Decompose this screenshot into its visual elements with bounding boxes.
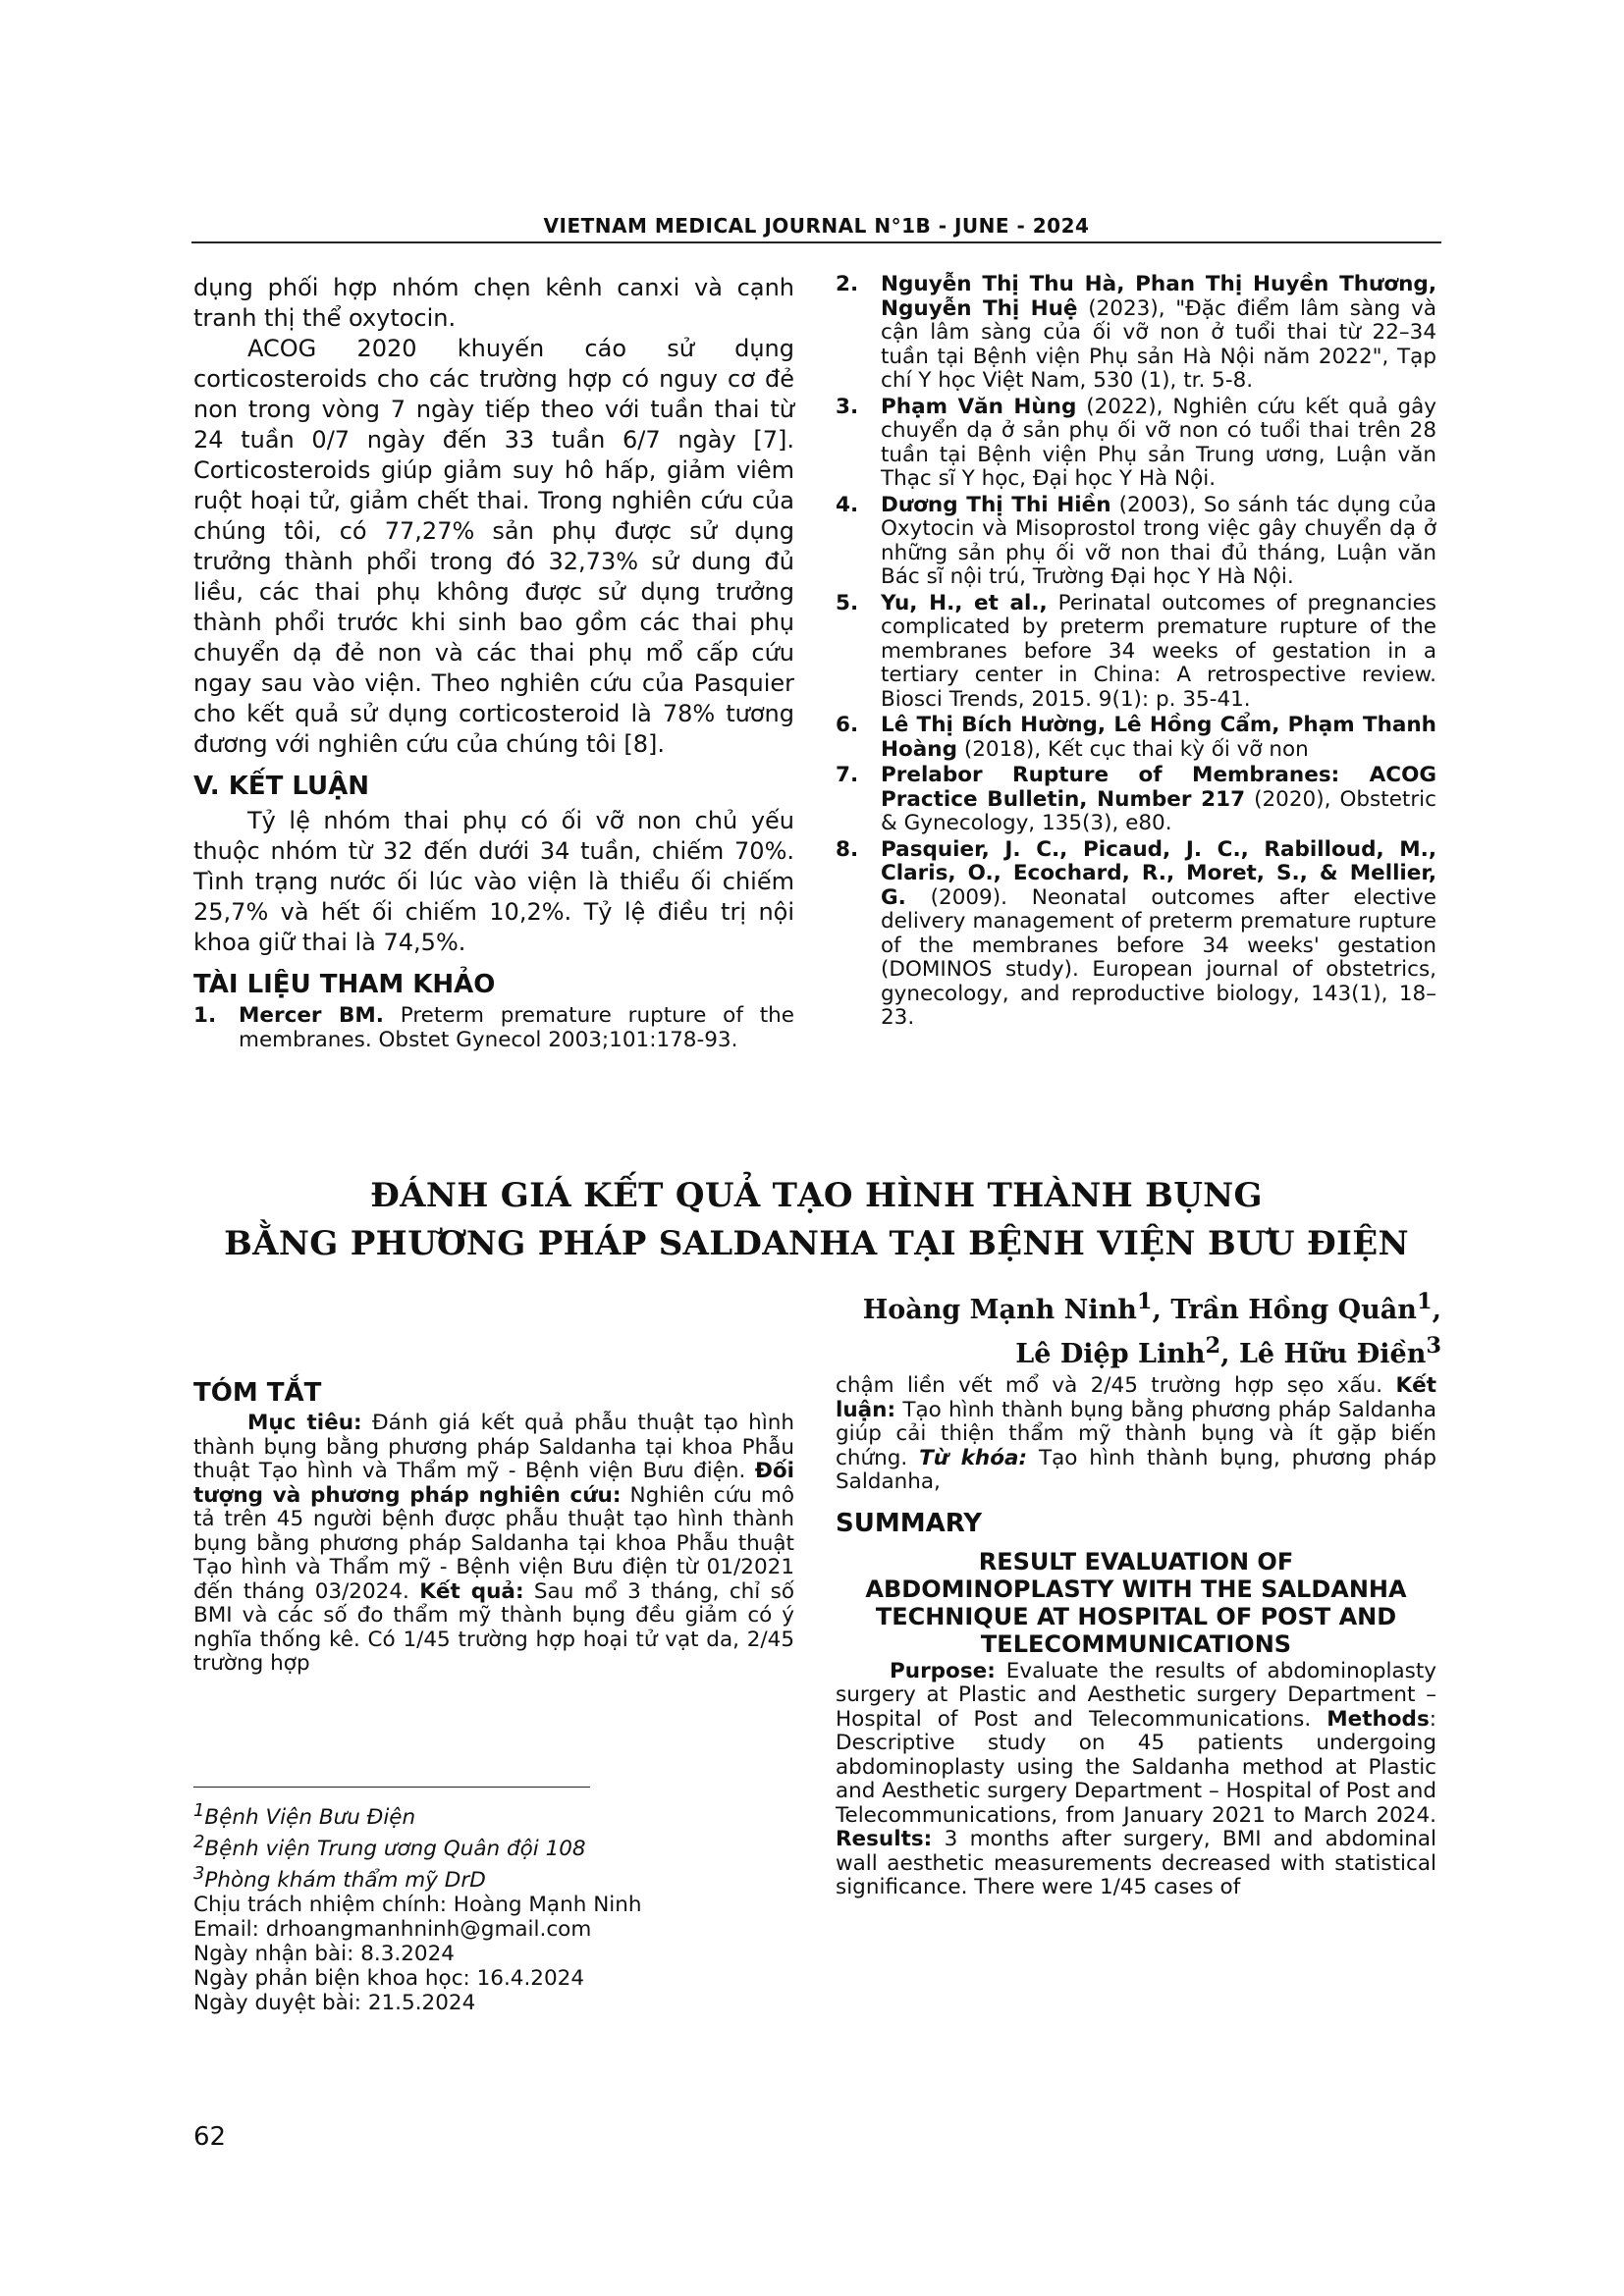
abstract-continuation <box>836 1374 1436 1495</box>
page-number: 62 <box>193 2122 227 2152</box>
text-keywords: Tạo hình thành bụng, phương pháp Saldanha, <box>836 1445 1436 1494</box>
text-purpose: Evaluate the results of abdominoplasty surgery at Plastic and Aesthetic surgery Department – Hospital of Post and Telecommunications. <box>836 1658 1436 1732</box>
reference-item <box>836 273 1436 394</box>
conclusion-heading: V. KẾT LUẬN <box>193 772 370 801</box>
text-conclusion: Tạo hình thành bụng bằng phương pháp Saldanha giúp cải thiện thẩm mỹ thành bụng và ít gặp biến chứng. <box>836 1397 1436 1470</box>
abstract-heading: TÓM TẮT <box>193 1378 322 1408</box>
footnotes <box>193 1798 783 2015</box>
right-column-references <box>836 273 1436 1033</box>
affiliation-3 <box>193 1861 783 1893</box>
ref-text: Preterm premature rupture of the membranes. Obstet Gynecol 2003;101:178-93. <box>239 1003 794 1052</box>
ref-authors: Nguyễn Thị Thu Hà, Phan Thị Huyền Thương, Nguyễn Thị Huệ <box>881 272 1436 321</box>
corresponding-author: Chịu trách nhiệm chính: Hoàng Mạnh Ninh <box>193 1893 642 1918</box>
ref-authors: Lê Thị Bích Hường, Lê Hồng Cẩm, Phạm Thanh Hoàng <box>881 713 1436 762</box>
ref-authors: Mercer BM. <box>239 1003 384 1028</box>
left-column-top <box>193 273 794 1054</box>
summary-heading: SUMMARY <box>836 1508 983 1538</box>
label-keywords: Từ khóa: <box>919 1445 1028 1470</box>
authors <box>863 1284 1441 1372</box>
author-sup: 1 <box>1416 1289 1433 1314</box>
summary-title-line: TELECOMMUNICATIONS <box>980 1629 1292 1658</box>
abstract-right-column <box>836 1374 1436 1900</box>
ref-text: (2020), Obstetric & Gynecology, 135(3), e80. <box>881 786 1436 835</box>
author-name: , Trần Hồng Quân <box>1152 1295 1417 1325</box>
header-rule <box>191 241 1441 243</box>
text-methods: Nghiên cứu mô tả trên 45 người bệnh được phẫu thuật tạo hình thành bụng bằng phương pháp Saldanha tại khoa Phẫu thuật Tạo hình và Thẩm mỹ - Bệnh viện Bưu điện từ 01/2021 đến tháng 03/2024. <box>193 1482 795 1604</box>
ref-num: 1. <box>193 1003 217 1028</box>
authors-line-2 <box>863 1328 1441 1372</box>
author-sep: , <box>1432 1295 1441 1325</box>
summary-title-line: RESULT EVALUATION OF <box>978 1547 1294 1575</box>
ref-text: Perinatal outcomes of pregnancies complicated by preterm premature rupture of the membranes before 34 weeks of gestation in a tertiary center in China: A retrospective review. Biosci Trends, 2015. 9(1): p. 35-41. <box>881 590 1436 712</box>
text-results-cont: chậm liền vết mổ và 2/45 trường hợp sẹo xấu. <box>836 1373 1396 1398</box>
author-name: Lê Diệp Linh <box>1015 1339 1206 1369</box>
reference-item <box>836 714 1436 762</box>
text-results-en: 3 months after surgery, BMI and abdominal wall aesthetic measurements decreased with statistical significance. There were 1/45 cases of <box>836 1827 1436 1899</box>
email: Email: drhoangmanhninh@gmail.com <box>193 1917 592 1943</box>
ref-text: (2009). Neonatal outcomes after elective delivery management of preterm premature rupture of the membranes before 34 weeks' gestation (DOMINOS study). European journal of obstetrics, gynecology, and reproductive biology, 143(1), 18–23. <box>881 884 1436 1030</box>
reference-item <box>836 838 1436 1031</box>
author-sup: 1 <box>1136 1289 1153 1314</box>
aff-sup: 3 <box>193 1863 205 1885</box>
ref-text: (2003), So sánh tác dụng của Oxytocin và Misoprostol trong việc gây chuyển dạ ở những sản phụ ối vỡ non thai đủ tháng, Luận văn Bác sĩ nội trú, Trường Đại học Y Hà Nội. <box>881 492 1437 589</box>
ref-authors: Pasquier, J. C., Picaud, J. C., Rabilloud, M., Claris, O., Ecochard, R., Moret, S., & Mellier, G. <box>881 836 1436 910</box>
abstract-vi <box>193 1378 794 1677</box>
received-date: Ngày nhận bài: 8.3.2024 <box>193 1942 455 1967</box>
text-methods-en: : Descriptive study on 45 patients undergoing abdominoplasty using the Saldanha method at Plastic and Aesthetic surgery Department – Hospital of Post and Telecommunications, from January 2021 to March 2024. <box>836 1706 1436 1828</box>
ref-authors: Phạm Văn Hùng <box>881 394 1077 419</box>
label-purpose: Purpose: <box>890 1658 996 1683</box>
ref-num: 5. <box>836 590 859 615</box>
ref-num: 2. <box>836 272 859 296</box>
aff-text: Phòng khám thẩm mỹ DrD <box>204 1868 486 1894</box>
aff-sup: 2 <box>193 1832 205 1853</box>
text-objective: Đánh giá kết quả phẫu thuật tạo hình thành bụng bằng phương pháp Saldanha tại khoa Phẫu thuật Tạo hình và Thẩm mỹ - Bệnh viện Bưu điện. <box>193 1411 794 1483</box>
accepted-date: Ngày duyệt bài: 21.5.2024 <box>193 1991 476 2016</box>
paragraph: dụng phối hợp nhóm chẹn kênh canxi và cạnh tranh thị thể oxytocin. <box>193 274 794 332</box>
abstract-text <box>193 1412 794 1677</box>
reference-item <box>836 592 1436 713</box>
footnote-rule <box>193 1787 590 1788</box>
ref-text: (2018), Kết cục thai kỳ ối vỡ non <box>956 736 1309 762</box>
label-methods-en: Methods <box>1326 1706 1430 1732</box>
author-name: , Lê Hữu Điền <box>1220 1339 1427 1369</box>
references-heading: TÀI LIỆU THAM KHẢO <box>193 970 496 999</box>
review-date: Ngày phản biện khoa học: 16.4.2024 <box>193 1966 585 1992</box>
label-results-en: Results: <box>836 1827 933 1851</box>
article-title-line1: ĐÁNH GIÁ KẾT QUẢ TẠO HÌNH THÀNH BỤNG <box>370 1176 1263 1215</box>
author-sup: 3 <box>1426 1333 1441 1359</box>
summary-title-line: TECHNIQUE AT HOSPITAL OF POST AND <box>875 1602 1397 1630</box>
ref-authors: Yu, H., et al., <box>881 590 1048 615</box>
label-results: Kết quả: <box>419 1578 524 1604</box>
ref-num: 4. <box>836 492 859 517</box>
ref-authors: Dương Thị Thi Hiền <box>881 492 1111 517</box>
reference-item <box>193 1004 794 1052</box>
label-objective: Mục tiêu: <box>247 1411 362 1435</box>
affiliation-1 <box>193 1798 783 1830</box>
ref-authors: Prelabor Rupture of Membranes: ACOG Practice Bulletin, Number 217 <box>881 763 1436 812</box>
label-conclusion: Kết luận: <box>836 1373 1436 1422</box>
text-results: Sau mổ 3 tháng, chỉ số BMI và các số đo thẩm mỹ thành bụng đều giảm có ý nghĩa thống kê. Có 1/45 trường hợp hoại tử vạt da, 2/45 trường hợp <box>193 1578 794 1676</box>
authors-line-1 <box>863 1284 1441 1328</box>
reference-item <box>836 494 1436 590</box>
article-title-line2: BẰNG PHƯƠNG PHÁP SALDANHA TẠI BỆNH VIỆN BƯU ĐIỆN <box>224 1224 1409 1263</box>
aff-text: Bệnh viện Trung ương Quân đội 108 <box>204 1837 586 1862</box>
ref-num: 6. <box>836 713 859 737</box>
author-sup: 2 <box>1205 1333 1221 1359</box>
ref-text: (2023), "Đặc điểm lâm sàng và cận lâm sàng của ối vỡ non ở tuổi thai từ 22–34 tuần tại Bệnh viện Phụ sản Hà Nội năm 2022", Tạp chí Y học Việt Nam, 530 (1), tr. 5-8. <box>881 295 1436 393</box>
conclusion-text: Tỷ lệ nhóm thai phụ có ối vỡ non chủ yếu thuộc nhóm từ 32 đến dưới 34 tuần, chiếm 70%. Tình trạng nước ối lúc vào viện là thiểu ối chiếm 25,7% và hết ối chiếm 10,2%. Tỷ lệ điều trị nội khoa giữ thai là 74,5%. <box>193 807 794 956</box>
aff-text: Bệnh Viện Bưu Điện <box>204 1805 416 1831</box>
ref-num: 3. <box>836 394 859 419</box>
aff-sup: 1 <box>193 1800 205 1821</box>
journal-header: VIETNAM MEDICAL JOURNAL N°1B - JUNE - 2024 <box>543 214 1090 238</box>
summary-title-line: ABDOMINOPLASTY WITH THE SALDANHA <box>865 1575 1407 1603</box>
ref-text: (2022), Nghiên cứu kết quả gây chuyển dạ ở sản phụ ối vỡ non có tuổi thai trên 28 tuần tại Bệnh viện Phụ sản Trung ương, Luận văn Thạc sĩ Y học, Đại học Y Hà Nội. <box>881 394 1436 491</box>
author-name: Hoàng Mạnh Ninh <box>862 1295 1137 1325</box>
label-methods: Đối tượng và phương pháp nghiên cứu: <box>193 1459 794 1508</box>
ref-num: 8. <box>836 836 859 862</box>
summary-text <box>836 1660 1436 1900</box>
ref-num: 7. <box>836 763 859 787</box>
summary-title <box>836 1548 1436 1658</box>
affiliation-2 <box>193 1830 783 1861</box>
reference-item <box>836 764 1436 836</box>
reference-item <box>836 396 1436 492</box>
paragraph: ACOG 2020 khuyến cáo sử dụng corticosteroids cho các trường hợp có nguy cơ đẻ non trong vòng 7 ngày tiếp theo với tuần thai từ 24 tuần 0/7 ngày đến 33 tuần 6/7 ngày [7]. Corticosteroids giúp giảm suy hô hấp, giảm viêm ruột hoại tử, giảm chết thai. Trong nghiên cứu của chúng tôi, có 77,27% sản phụ được sử dụng trưởng thành phổi trong đó 32,73% sử dung đủ liều, các thai phụ không được sử dụng trưởng thành phổi trước khi sinh bao gồm các thai phụ chuyển dạ đẻ non và các thai phụ mổ cấp cứu ngay sau vào viện. Theo nghiên cứu của Pasquier cho kết quả sử dụng corticosteroid là 78% tương đương với nghiên cứu của chúng tôi [8]. <box>193 335 794 758</box>
